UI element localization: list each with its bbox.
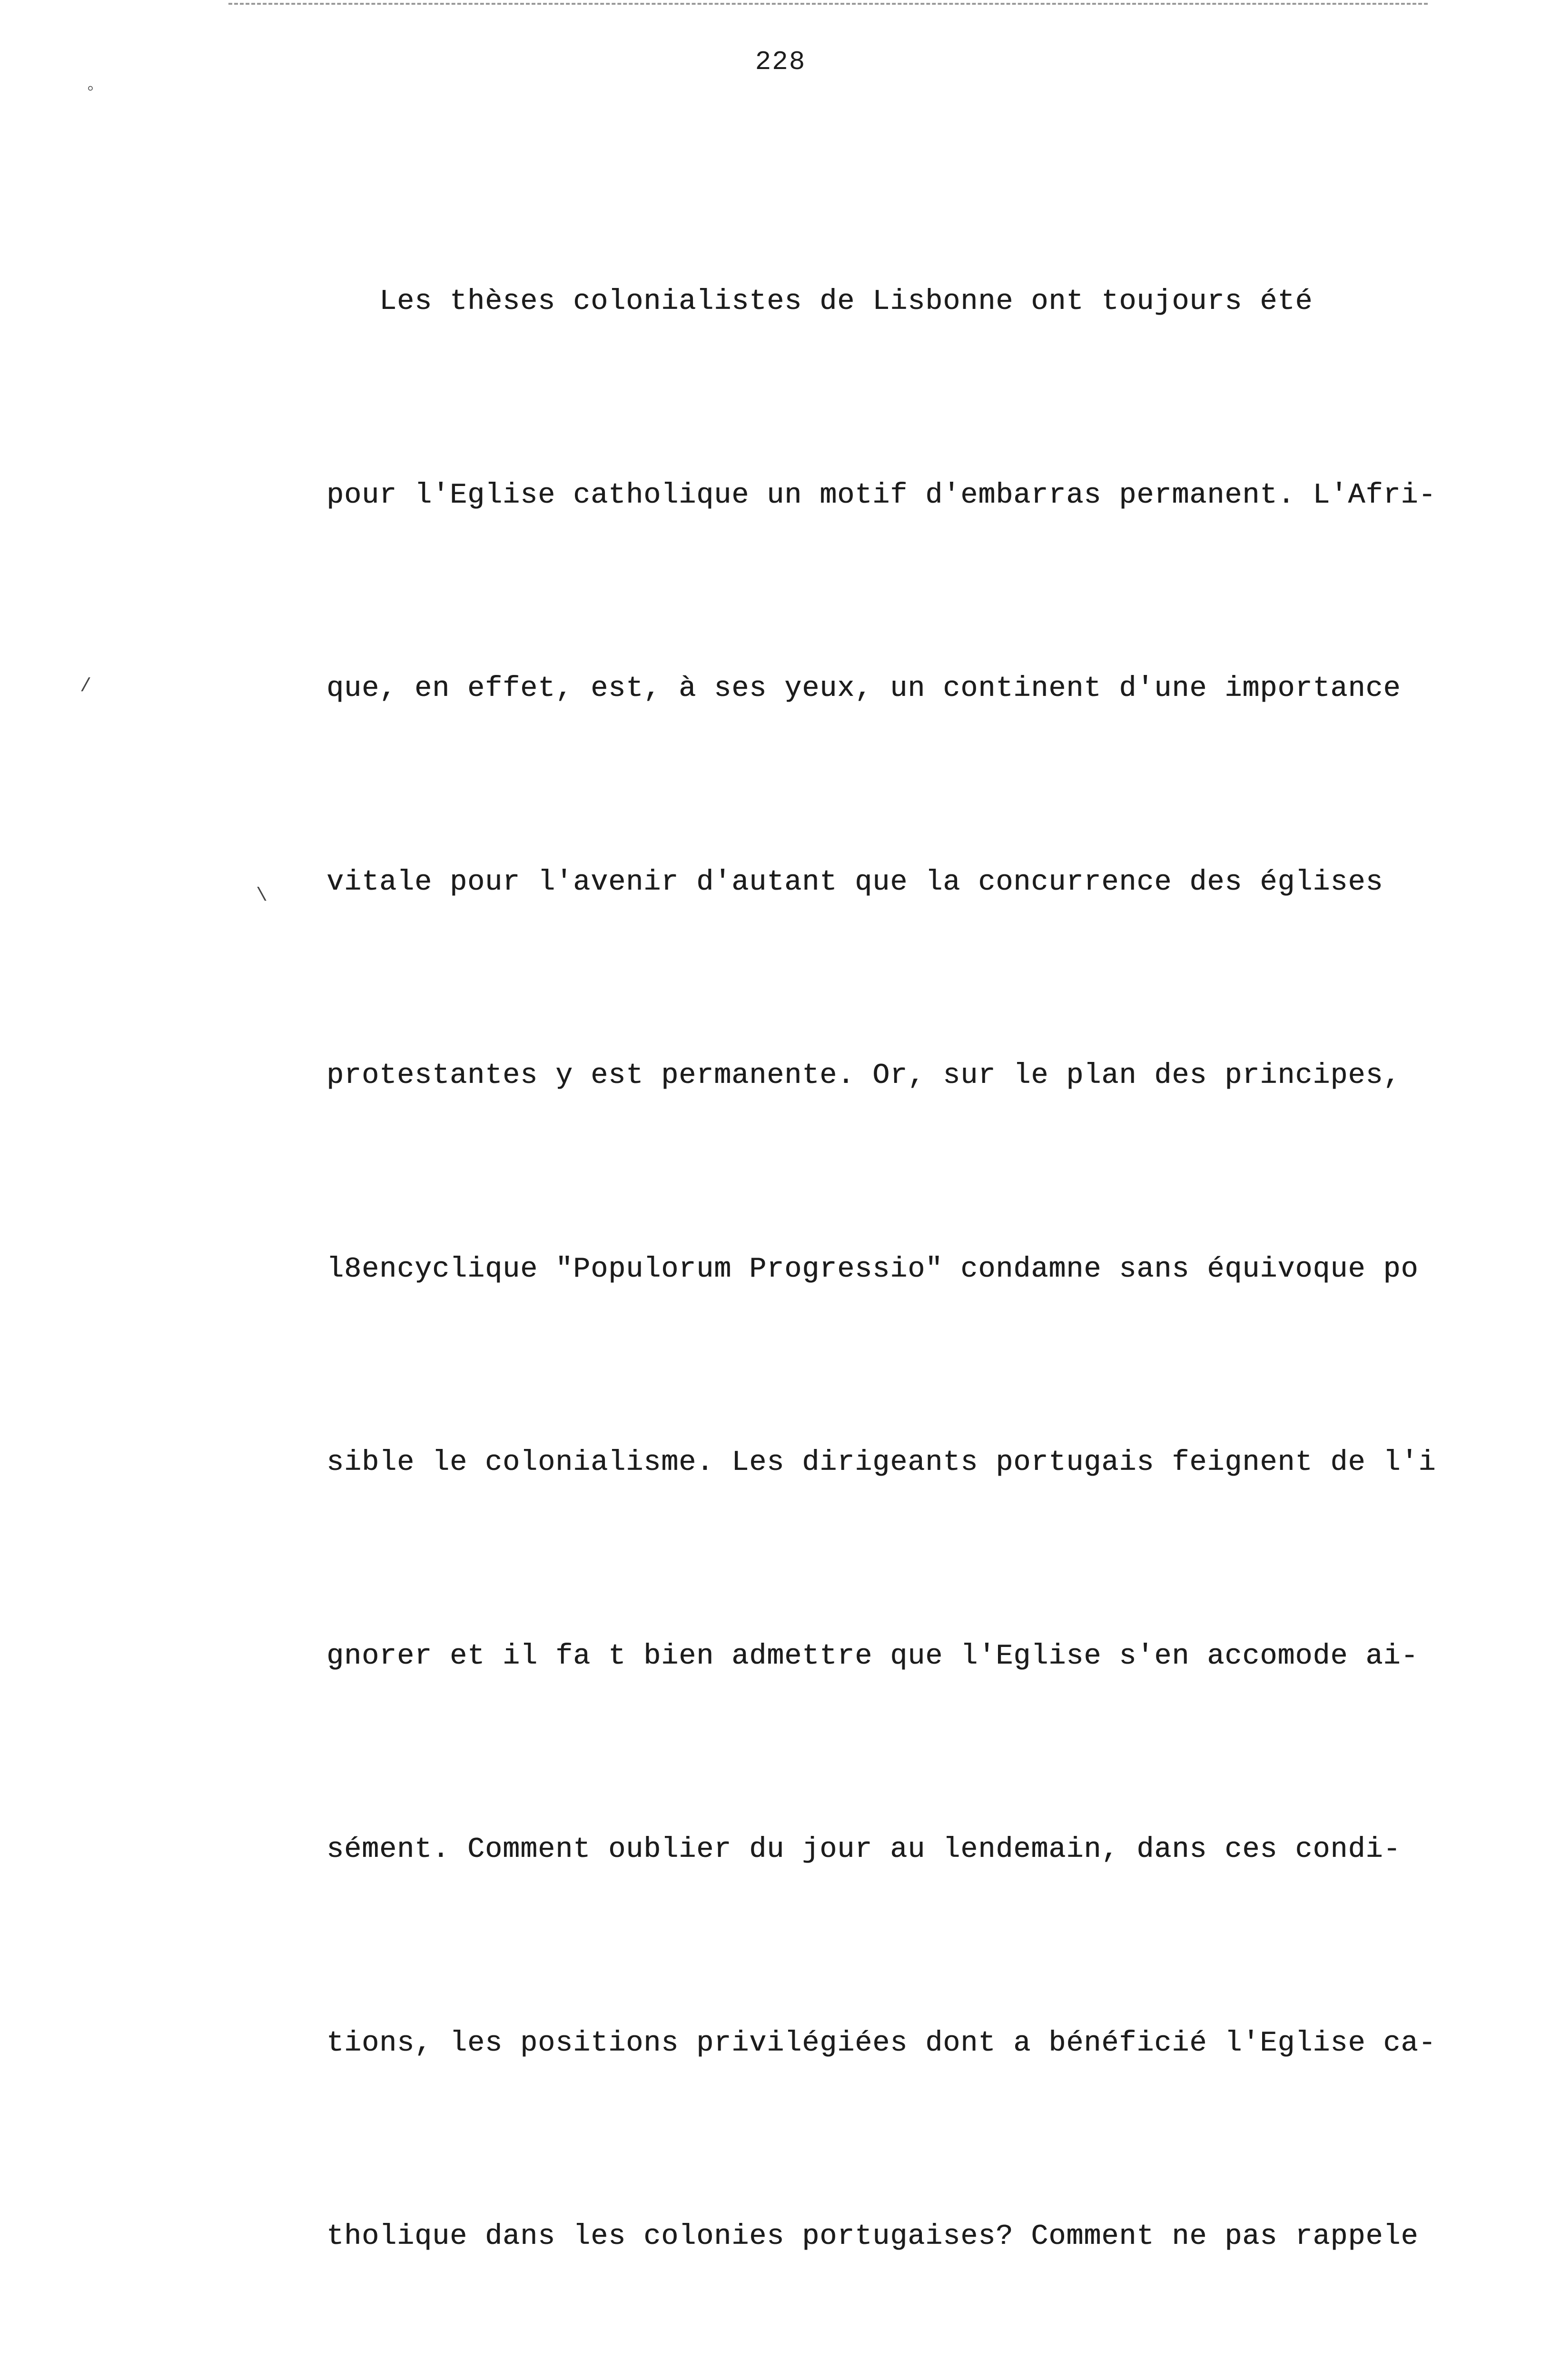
- margin-mark: \: [256, 885, 268, 907]
- text-line: sément. Comment oublier du jour au lendemain, dans ces condi-: [326, 1834, 1401, 1866]
- text-line: l8encyclique "Populorum Progressio" condamne sans équivoque po: [326, 1253, 1419, 1286]
- margin-mark: ◦: [85, 79, 97, 100]
- margin-mark: /: [80, 676, 92, 697]
- text-line: protestantes y est permanente. Or, sur le plan des principes,: [326, 1060, 1401, 1092]
- text-line: Les thèses colonialistes de Lisbonne ont toujours été: [326, 286, 1313, 318]
- text-line: que, en effet, est, à ses yeux, un continent d'une importance: [326, 673, 1401, 705]
- text-line: tholique dans les colonies portugaises? Comment ne pas rappele: [326, 2221, 1419, 2253]
- top-dashed-rule: [228, 3, 1428, 5]
- body-text: [326, 141, 1531, 2380]
- text-line: tions, les positions privilégiées dont a bénéficié l'Eglise ca-: [326, 2027, 1436, 2060]
- text-line: sible le colonialisme. Les dirigeants portugais feignent de l'i: [326, 1447, 1436, 1479]
- page-number: 228: [755, 47, 806, 77]
- text-line: gnorer et il fa t bien admettre que l'Eglise s'en accomode ai-: [326, 1640, 1419, 1673]
- text-line: pour l'Eglise catholique un motif d'embarras permanent. L'Afri-: [326, 479, 1436, 512]
- text-line: vitale pour l'avenir d'autant que la concurrence des églises: [326, 866, 1383, 899]
